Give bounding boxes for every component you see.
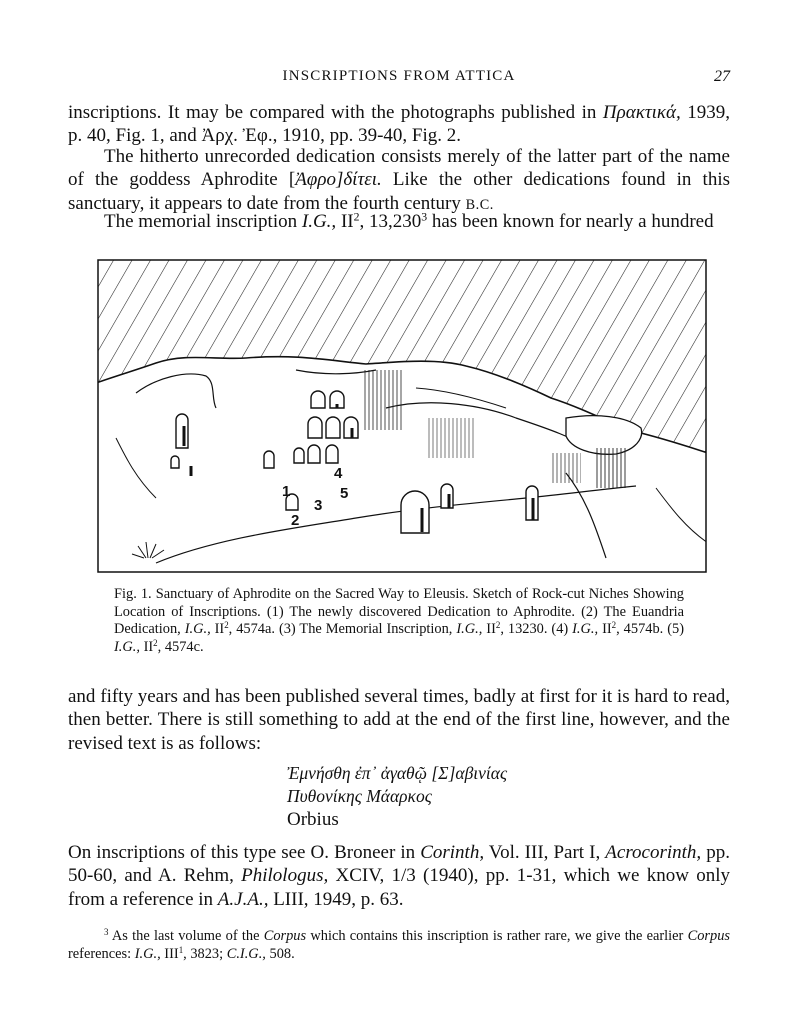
paragraph-4: and fifty years and has been published several times, badly at first for it is hard to read, then better. There is still something to add at the end of the first line, however, and the revised text is as follows: xyxy=(68,686,730,754)
footnote-mark: 3 xyxy=(104,927,109,938)
footnote-3: $^3$ As the last volume of the Corpus which contains this inscription is rather rare, we give the earlier Corpus references: I.G., III$^1$, 3823; C.I.G., 508. xyxy=(68,927,730,962)
inscription-line-3: Orbius xyxy=(287,809,339,830)
running-head: INSCRIPTIONS FROM ATTICA xyxy=(282,68,516,84)
paragraph-2: The hitherto unrecorded dedication consists merely of the latter part of the name of the goddess Aphrodite [Ἀφρο]δίτει. Like the other dedications found in this sanctuary, it appears to date from the fourth century B.C. xyxy=(68,146,731,214)
figure-label-3: 3 xyxy=(314,497,323,514)
figure-label-5: 5 xyxy=(340,485,349,502)
page-header xyxy=(68,68,730,90)
footnote-reference: 3 xyxy=(421,210,428,224)
inscription-line-2: Πυθονίκης Μάαρκος xyxy=(287,786,432,806)
paragraph-1: inscriptions. It may be compared with the photographs published in Πρακτικά, 1939, p. 40, Fig. 1, and Ἀρχ. Ἐφ., 1910, pp. 39-40, Fig. 2. xyxy=(68,102,730,147)
paragraph-5: On inscriptions of this type see O. Broneer in Corinth, Vol. III, Part I, Acrocorinth, pp. 50-60, and A. Rehm, Philologus, XCIV, 1/3 (1940), pp. 1-31, which we know only from a reference in A.J.A., LIII, 1949, p. 63. xyxy=(68,842,730,910)
figure-sketch xyxy=(96,258,708,574)
inscription-line-1: Ἐμνήσθη ἐπ᾽ ἀγαθῷ [Σ]αβινίας xyxy=(287,763,508,783)
paragraph-3: The memorial inscription I.G., $II^2$, 13,230$^3$ has been known for nearly a hundred xyxy=(104,210,714,232)
sanctuary-sketch xyxy=(96,258,708,574)
inscription-text xyxy=(287,762,507,831)
figure-label-1: 1 xyxy=(282,483,291,500)
figure-caption: Fig. 1. Sanctuary of Aphrodite on the Sacred Way to Eleusis. Sketch of Rock-cut Niches Showing Location of Inscriptions. (1) The newly discovered Dedication to Aphrodite. (2) The Euandria Dedication, I.G., $II^2$, 4574a. (3) The Memorial Inscription, I.G., $II^2$, 13230. (4) I.G., $II^2$, 4574b. (5) I.G., $II^2$, 4574c. xyxy=(114,586,684,656)
figure-label-2: 2 xyxy=(291,512,300,529)
figure-label-4: 4 xyxy=(334,465,343,482)
page-number: 27 xyxy=(714,68,730,85)
